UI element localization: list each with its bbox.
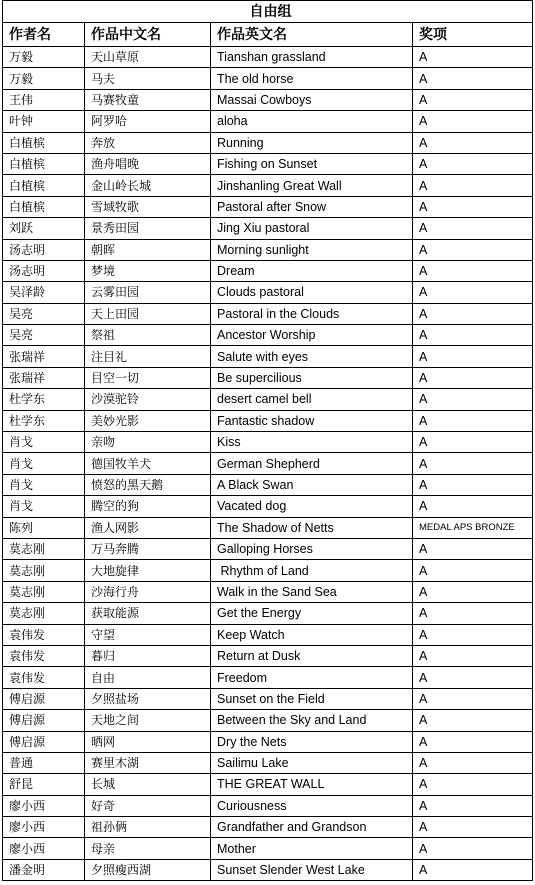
author-cell: 肖戈: [3, 453, 85, 474]
author-cell: 汤志明: [3, 260, 85, 281]
award-cell: A: [413, 239, 533, 260]
award-cell: A: [413, 196, 533, 217]
cn-title-cell: 万马奔腾: [85, 538, 211, 559]
author-cell: 吴亮: [3, 325, 85, 346]
cn-title-cell: 渔人网影: [85, 517, 211, 538]
table-row: [3, 153, 533, 174]
en-title-cell: Grandfather and Grandson: [211, 817, 413, 838]
cn-title-cell: 天上田园: [85, 303, 211, 324]
author-cell: 傅启源: [3, 710, 85, 731]
en-title-cell: Walk in the Sand Sea: [211, 581, 413, 602]
award-cell: A: [413, 218, 533, 239]
cn-title-cell: 长城: [85, 774, 211, 795]
author-cell: 叶钟: [3, 111, 85, 132]
cn-title-cell: 暮归: [85, 645, 211, 666]
award-cell: A: [413, 710, 533, 731]
en-title-cell: Pastoral after Snow: [211, 196, 413, 217]
cn-title-cell: 夕照瘦西湖: [85, 859, 211, 880]
table-row: [3, 667, 533, 688]
award-cell: A: [413, 68, 533, 89]
cn-title-cell: 沙海行舟: [85, 581, 211, 602]
header-row: [3, 23, 533, 47]
results-table: [2, 0, 533, 881]
author-cell: 万毅: [3, 47, 85, 68]
en-title-cell: The Shadow of Netts: [211, 517, 413, 538]
en-title-cell: Return at Dusk: [211, 645, 413, 666]
award-cell: A: [413, 389, 533, 410]
cn-title-cell: 亲吻: [85, 432, 211, 453]
author-cell: 王伟: [3, 89, 85, 110]
cn-title-cell: 赛里木湖: [85, 752, 211, 773]
table-row: [3, 432, 533, 453]
en-title-cell: Dry the Nets: [211, 731, 413, 752]
author-cell: 肖戈: [3, 496, 85, 517]
en-title-cell: Massai Cowboys: [211, 89, 413, 110]
header-cn-title: 作品中文名: [85, 23, 211, 47]
table-row: [3, 367, 533, 388]
award-cell: A: [413, 817, 533, 838]
en-title-cell: Running: [211, 132, 413, 153]
award-cell: A: [413, 603, 533, 624]
en-title-cell: Between the Sky and Land: [211, 710, 413, 731]
results-sheet: [2, 0, 532, 881]
cn-title-cell: 自由: [85, 667, 211, 688]
award-cell: A: [413, 859, 533, 880]
en-title-cell: Sunset Slender West Lake: [211, 859, 413, 880]
author-cell: 白植槟: [3, 175, 85, 196]
table-row: [3, 196, 533, 217]
table-row: [3, 260, 533, 281]
table-row: [3, 603, 533, 624]
cn-title-cell: 金山岭长城: [85, 175, 211, 196]
cn-title-cell: 愤怒的黑天鹅: [85, 474, 211, 495]
author-cell: 刘跃: [3, 218, 85, 239]
award-cell: A: [413, 325, 533, 346]
table-body: [3, 47, 533, 881]
author-cell: 莫志刚: [3, 538, 85, 559]
author-cell: 陈列: [3, 517, 85, 538]
table-row: [3, 859, 533, 880]
en-title-cell: Mother: [211, 838, 413, 859]
award-cell: A: [413, 752, 533, 773]
award-cell: A: [413, 453, 533, 474]
en-title-cell: Freedom: [211, 667, 413, 688]
cn-title-cell: 云雾田园: [85, 282, 211, 303]
en-title-cell: Get the Energy: [211, 603, 413, 624]
en-title-cell: Tianshan grassland: [211, 47, 413, 68]
en-title-cell: Jinshanling Great Wall: [211, 175, 413, 196]
award-cell: A: [413, 560, 533, 581]
en-title-cell: Rhythm of Land: [211, 560, 413, 581]
author-cell: 肖戈: [3, 474, 85, 495]
cn-title-cell: 好奇: [85, 795, 211, 816]
award-cell: A: [413, 838, 533, 859]
table-row: [3, 645, 533, 666]
award-cell: A: [413, 303, 533, 324]
en-title-cell: Fishing on Sunset: [211, 153, 413, 174]
award-cell: A: [413, 645, 533, 666]
table-row: [3, 47, 533, 68]
table-row: [3, 752, 533, 773]
award-cell: A: [413, 795, 533, 816]
author-cell: 廖小西: [3, 795, 85, 816]
cn-title-cell: 德国牧羊犬: [85, 453, 211, 474]
cn-title-cell: 天地之间: [85, 710, 211, 731]
author-cell: 肖戈: [3, 432, 85, 453]
author-cell: 杜学东: [3, 410, 85, 431]
cn-title-cell: 腾空的狗: [85, 496, 211, 517]
cn-title-cell: 祭祖: [85, 325, 211, 346]
en-title-cell: Fantastic shadow: [211, 410, 413, 431]
cn-title-cell: 马赛牧童: [85, 89, 211, 110]
en-title-cell: Clouds pastoral: [211, 282, 413, 303]
author-cell: 舒昆: [3, 774, 85, 795]
table-row: [3, 474, 533, 495]
en-title-cell: Be supercilious: [211, 367, 413, 388]
title-row: [3, 1, 533, 23]
award-cell: A: [413, 688, 533, 709]
table-row: [3, 538, 533, 559]
cn-title-cell: 注目礼: [85, 346, 211, 367]
en-title-cell: Sailimu Lake: [211, 752, 413, 773]
award-cell: A: [413, 367, 533, 388]
award-cell: A: [413, 410, 533, 431]
cn-title-cell: 祖孙俩: [85, 817, 211, 838]
author-cell: 吴泽龄: [3, 282, 85, 303]
table-row: [3, 517, 533, 538]
award-cell: A: [413, 89, 533, 110]
table-row: [3, 410, 533, 431]
en-title-cell: Galloping Horses: [211, 538, 413, 559]
table-row: [3, 111, 533, 132]
table-row: [3, 774, 533, 795]
en-title-cell: THE GREAT WALL: [211, 774, 413, 795]
table-row: [3, 389, 533, 410]
table-row: [3, 624, 533, 645]
award-cell: A: [413, 346, 533, 367]
table-row: [3, 218, 533, 239]
award-cell: A: [413, 731, 533, 752]
award-cell: A: [413, 111, 533, 132]
en-title-cell: German Shepherd: [211, 453, 413, 474]
table-row: [3, 89, 533, 110]
award-cell: A: [413, 153, 533, 174]
en-title-cell: Dream: [211, 260, 413, 281]
author-cell: 莫志刚: [3, 581, 85, 602]
table-row: [3, 325, 533, 346]
table-row: [3, 453, 533, 474]
table-row: [3, 282, 533, 303]
cn-title-cell: 梦境: [85, 260, 211, 281]
cn-title-cell: 朝晖: [85, 239, 211, 260]
en-title-cell: Salute with eyes: [211, 346, 413, 367]
award-cell: A: [413, 132, 533, 153]
author-cell: 张瑞祥: [3, 346, 85, 367]
en-title-cell: Jing Xiu pastoral: [211, 218, 413, 239]
en-title-cell: Curiousness: [211, 795, 413, 816]
author-cell: 杜学东: [3, 389, 85, 410]
cn-title-cell: 目空一切: [85, 367, 211, 388]
cn-title-cell: 美妙光影: [85, 410, 211, 431]
award-cell: A: [413, 47, 533, 68]
award-cell: A: [413, 175, 533, 196]
header-author: 作者名: [3, 23, 85, 47]
award-cell: A: [413, 538, 533, 559]
header-award: 奖项: [413, 23, 533, 47]
cn-title-cell: 雪域牧歌: [85, 196, 211, 217]
en-title-cell: Morning sunlight: [211, 239, 413, 260]
en-title-cell: aloha: [211, 111, 413, 132]
table-row: [3, 581, 533, 602]
author-cell: 莫志刚: [3, 603, 85, 624]
table-row: [3, 710, 533, 731]
author-cell: 傅启源: [3, 688, 85, 709]
author-cell: 袁伟发: [3, 667, 85, 688]
award-cell: A: [413, 474, 533, 495]
en-title-cell: A Black Swan: [211, 474, 413, 495]
award-cell: A: [413, 774, 533, 795]
table-row: [3, 560, 533, 581]
author-cell: 傅启源: [3, 731, 85, 752]
en-title-cell: Keep Watch: [211, 624, 413, 645]
en-title-cell: Vacated dog: [211, 496, 413, 517]
award-cell: MEDAL APS BRONZE: [413, 517, 533, 538]
table-row: [3, 175, 533, 196]
author-cell: 廖小西: [3, 817, 85, 838]
header-en-title: 作品英文名: [211, 23, 413, 47]
en-title-cell: desert camel bell: [211, 389, 413, 410]
en-title-cell: The old horse: [211, 68, 413, 89]
cn-title-cell: 渔舟唱晚: [85, 153, 211, 174]
author-cell: 莫志刚: [3, 560, 85, 581]
cn-title-cell: 晒网: [85, 731, 211, 752]
table-row: [3, 68, 533, 89]
table-row: [3, 346, 533, 367]
table-row: [3, 795, 533, 816]
award-cell: A: [413, 432, 533, 453]
author-cell: 廖小西: [3, 838, 85, 859]
cn-title-cell: 大地旋律: [85, 560, 211, 581]
cn-title-cell: 景秀田园: [85, 218, 211, 239]
cn-title-cell: 马夫: [85, 68, 211, 89]
cn-title-cell: 阿罗哈: [85, 111, 211, 132]
en-title-cell: Ancestor Worship: [211, 325, 413, 346]
author-cell: 潘金明: [3, 859, 85, 880]
author-cell: 万毅: [3, 68, 85, 89]
cn-title-cell: 夕照盐场: [85, 688, 211, 709]
cn-title-cell: 母亲: [85, 838, 211, 859]
cn-title-cell: 获取能源: [85, 603, 211, 624]
award-cell: A: [413, 282, 533, 303]
author-cell: 白植槟: [3, 153, 85, 174]
award-cell: A: [413, 624, 533, 645]
author-cell: 袁伟发: [3, 645, 85, 666]
author-cell: 袁伟发: [3, 624, 85, 645]
table-row: [3, 731, 533, 752]
en-title-cell: Kiss: [211, 432, 413, 453]
author-cell: 吴亮: [3, 303, 85, 324]
en-title-cell: Pastoral in the Clouds: [211, 303, 413, 324]
table-row: [3, 303, 533, 324]
table-row: [3, 496, 533, 517]
table-row: [3, 132, 533, 153]
award-cell: A: [413, 581, 533, 602]
cn-title-cell: 奔放: [85, 132, 211, 153]
author-cell: 汤志明: [3, 239, 85, 260]
award-cell: A: [413, 496, 533, 517]
author-cell: 白植槟: [3, 196, 85, 217]
table-title: 自由组: [3, 1, 533, 23]
cn-title-cell: 沙漠驼铃: [85, 389, 211, 410]
award-cell: A: [413, 260, 533, 281]
table-row: [3, 239, 533, 260]
award-cell: A: [413, 667, 533, 688]
table-row: [3, 817, 533, 838]
cn-title-cell: 天山草原: [85, 47, 211, 68]
author-cell: 普通: [3, 752, 85, 773]
en-title-cell: Sunset on the Field: [211, 688, 413, 709]
table-row: [3, 688, 533, 709]
author-cell: 张瑞祥: [3, 367, 85, 388]
table-row: [3, 838, 533, 859]
cn-title-cell: 守望: [85, 624, 211, 645]
author-cell: 白植槟: [3, 132, 85, 153]
